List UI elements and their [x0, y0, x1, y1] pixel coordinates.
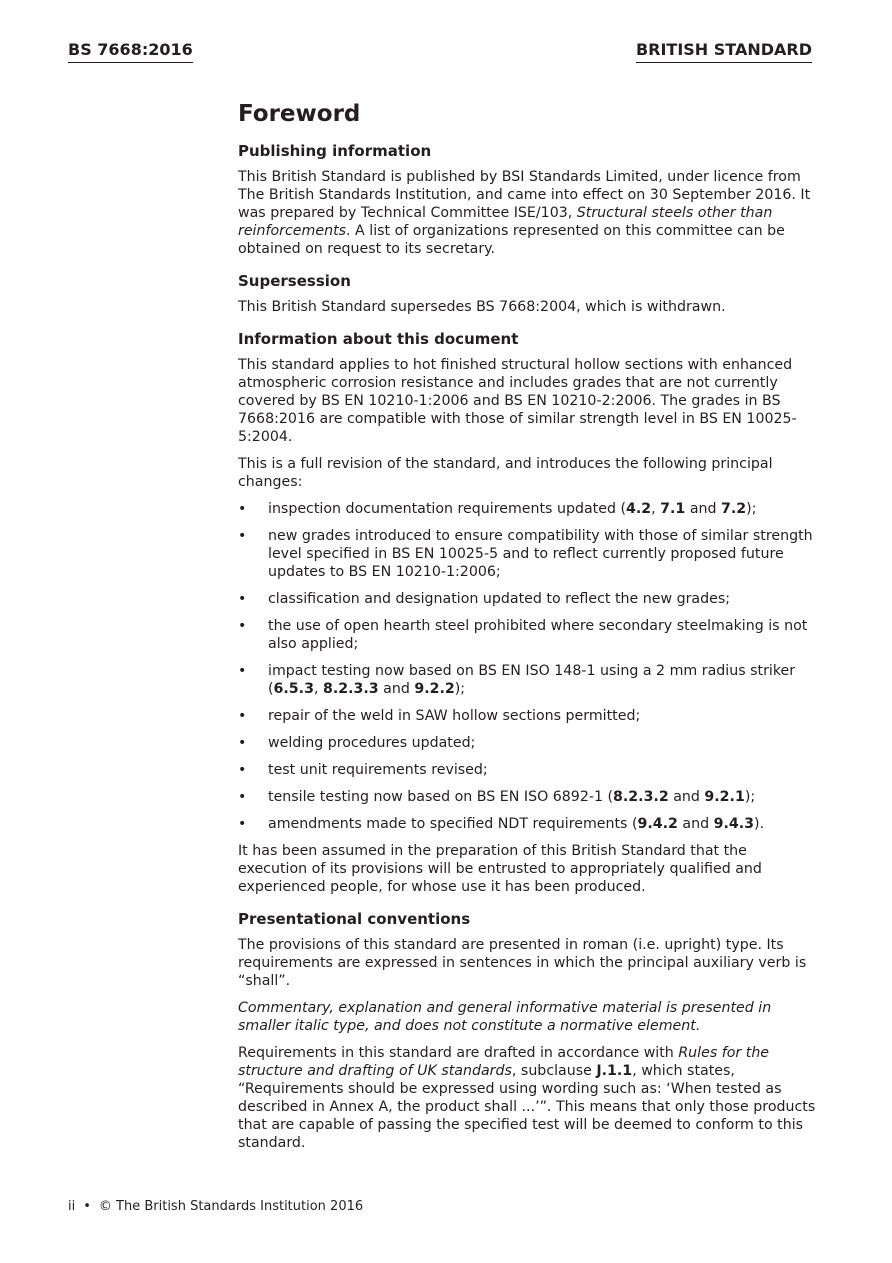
section-heading: Publishing information	[238, 142, 432, 160]
paragraph: Requirements in this standard are drafted in accordance with Rules for the structure and drafting of UK standards, subclause J.1.1, which states, “Requirements should be expressed using wording such as: ‘When tested as described in Annex A, the product shall ...’”. This means that only those products that are capable of passing the specified test will be deemed to conform to this standard.	[238, 1045, 816, 1151]
list-item: • inspection documentation requirements updated (4.2, 7.1 and 7.2);	[238, 501, 757, 517]
header-document-id: BS 7668:2016	[68, 41, 193, 63]
bullet-icon: •	[238, 618, 247, 634]
list-item: • tensile testing now based on BS EN ISO 6892-1 (8.2.3.2 and 9.2.1);	[238, 789, 756, 805]
paragraph: It has been assumed in the preparation of this British Standard that the execution of its provisions will be entrusted to appropriately qualified and experienced people, for whose use it has been produced.	[238, 843, 762, 895]
bullet-icon: •	[238, 762, 247, 778]
section-supersession	[238, 272, 816, 316]
paragraph: The provisions of this standard are presented in roman (i.e. upright) type. Its requirements are expressed in sentences in which the principal auxiliary verb is “shall”.	[238, 937, 807, 989]
list-item: • new grades introduced to ensure compatibility with those of similar strength level specified in BS EN 10025-5 and to reflect currently proposed future updates to BS EN 10210-1:2006;	[238, 528, 813, 580]
bullet-icon: •	[238, 501, 247, 517]
page-footer	[68, 1199, 363, 1215]
footer-separator: •	[83, 1199, 91, 1214]
section-heading: Information about this document	[238, 330, 519, 348]
bullet-icon: •	[238, 789, 247, 805]
bullet-icon: •	[238, 591, 247, 607]
bullet-icon: •	[238, 663, 247, 679]
list-item: • the use of open hearth steel prohibited where secondary steelmaking is not also applied;	[238, 618, 808, 652]
bullet-icon: •	[238, 708, 247, 724]
list-item: • welding procedures updated;	[238, 735, 476, 751]
section-heading: Supersession	[238, 272, 351, 290]
list-item: • repair of the weld in SAW hollow sections permitted;	[238, 708, 641, 724]
bullet-icon: •	[238, 528, 247, 544]
paragraph: This is a full revision of the standard, and introduces the following principal changes:	[238, 456, 773, 490]
bullet-icon: •	[238, 735, 247, 751]
paragraph: This British Standard supersedes BS 7668:2004, which is withdrawn.	[238, 299, 726, 315]
copyright-notice: © The British Standards Institution 2016	[98, 1199, 364, 1214]
commentary-paragraph: Commentary, explanation and general informative material is presented in smaller italic type, and does not constitute a normative element.	[238, 1000, 772, 1034]
list-item: • classification and designation updated to reflect the new grades;	[238, 591, 731, 607]
section-information-about-document	[238, 330, 816, 896]
section-presentational-conventions	[238, 910, 816, 1152]
paragraph: This British Standard is published by BSI Standards Limited, under licence from The British Standards Institution, and came into effect on 30 September 2016. It was prepared by Technical Committee ISE/103, Structural steels other than reinforcements. A list of organizations represented on this committee can be obtained on request to its secretary.	[238, 169, 811, 257]
section-publishing-information	[238, 142, 816, 258]
changes-list	[238, 500, 816, 833]
list-item: • impact testing now based on BS EN ISO 148-1 using a 2 mm radius striker (6.5.3, 8.2.3.3 and 9.2.2);	[238, 663, 796, 697]
bullet-icon: •	[238, 816, 247, 832]
foreword-content	[238, 100, 816, 1161]
section-heading: Presentational conventions	[238, 910, 471, 928]
header-publisher: BRITISH STANDARD	[636, 41, 812, 63]
paragraph: This standard applies to hot finished structural hollow sections with enhanced atmospheric corrosion resistance and includes grades that are not currently covered by BS EN 10210-1:2006 and BS EN 10210-2:2006. The grades in BS 7668:2016 are compatible with those of similar strength level in BS EN 10025-5:2004.	[238, 357, 797, 445]
page-title: Foreword	[238, 101, 361, 127]
page-number: ii	[68, 1199, 76, 1214]
list-item: • test unit requirements revised;	[238, 762, 488, 778]
list-item: • amendments made to specified NDT requirements (9.4.2 and 9.4.3).	[238, 816, 765, 832]
